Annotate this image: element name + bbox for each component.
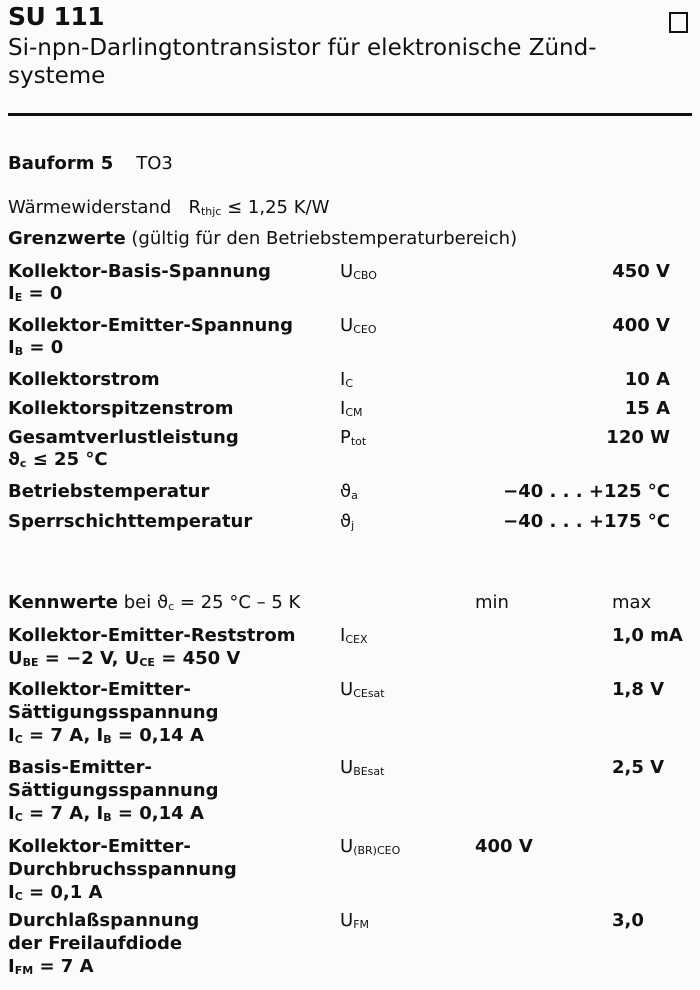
row-symbol: $I_C$: [340, 369, 353, 390]
row-label: Gesamtverlustleistung: [8, 427, 239, 448]
column-max-header: max: [612, 592, 652, 613]
subtitle-line-2: systeme: [8, 63, 106, 89]
row-label: Sättigungsspannung: [8, 702, 219, 723]
row-symbol: $P_{tot}$: [340, 427, 367, 448]
row-label: Kollektor-Emitter-: [8, 679, 191, 700]
divider-rule: [8, 113, 692, 116]
row-label: Kollektor-Emitter-Spannung: [8, 315, 293, 336]
row-label: Kollektor-Basis-Spannung: [8, 261, 271, 282]
row-symbol: $ϑ_j$: [340, 511, 355, 532]
row-min-value: 400 V: [475, 836, 533, 857]
row-symbol: $U_{BEsat}$: [340, 757, 385, 778]
row-max-value: 1,8 V: [612, 679, 665, 700]
row-condition: $I_C = 0,1$ A: [8, 882, 103, 903]
bauform-label: Bauform 5: [8, 153, 114, 174]
row-value: 450 V: [612, 261, 670, 282]
row-value: 400 V: [612, 315, 670, 336]
row-symbol: $I_{CEX}$: [340, 625, 368, 646]
row-max-value: 1,0 mA: [612, 625, 683, 646]
row-symbol: $U_{CBO}$: [340, 261, 377, 282]
row-value: −40 . . . +125 °C: [503, 481, 670, 502]
row-label: Betriebstemperatur: [8, 481, 210, 502]
column-min-header: min: [475, 592, 509, 613]
row-value: 15 A: [624, 398, 670, 419]
kennwerte-heading: Kennwerte bei $ϑ_c = 25$ °C – 5 K: [8, 592, 301, 613]
row-max-value: 3,0: [612, 910, 644, 931]
row-condition: $I_E = 0$: [8, 283, 63, 304]
grenzwerte-heading: Grenzwerte (gültig für den Betriebstemperaturbereich): [8, 228, 518, 249]
row-label: Sättigungsspannung: [8, 780, 219, 801]
row-max-value: 2,5 V: [612, 757, 665, 778]
checkbox-square: [669, 12, 688, 33]
row-condition: $ϑ_c \le 25$ °C: [8, 449, 108, 470]
row-symbol: $I_{CM}$: [340, 398, 363, 419]
row-symbol: $ϑ_a$: [340, 481, 358, 502]
row-symbol: $U_{FM}$: [340, 910, 370, 931]
row-symbol: $U_{CEO}$: [340, 315, 377, 336]
waermewiderstand-label: Wärmewiderstand: [8, 197, 172, 218]
row-value: −40 . . . +175 °C: [503, 511, 670, 532]
row-label: Kollektorstrom: [8, 369, 160, 390]
row-condition: $I_{FM} = 7$ A: [8, 956, 94, 977]
waermewiderstand-row: [8, 196, 329, 223]
row-label: Kollektor-Emitter-: [8, 836, 191, 857]
row-condition: $I_B = 0$: [8, 337, 64, 358]
row-label: Basis-Emitter-: [8, 757, 152, 778]
part-number-title: SU 111: [8, 2, 105, 31]
row-label: Kollektorspitzenstrom: [8, 398, 234, 419]
row-label: Kollektor-Emitter-Reststrom: [8, 625, 296, 646]
row-value: 120 W: [606, 427, 670, 448]
row-label: Sperrschichttemperatur: [8, 511, 253, 532]
bauform-row: [8, 152, 173, 175]
row-condition: $I_C = 7$ A, $I_B = 0,14$ A: [8, 803, 204, 824]
row-label: Durchlaßspannung: [8, 910, 200, 931]
waermewiderstand-value: ≤ 1,25 K/W: [227, 197, 330, 218]
bauform-value: TO3: [136, 153, 173, 174]
row-condition: $I_C = 7$ A, $I_B = 0,14$ A: [8, 725, 204, 746]
rthjc-symbol: $R_{thjc}$: [188, 197, 222, 218]
row-label: der Freilaufdiode: [8, 933, 183, 954]
subtitle-line-1: Si-npn-Darlingtontransistor für elektronische Zünd-: [8, 35, 597, 61]
row-symbol: $U_{(BR)CEO}$: [340, 836, 401, 857]
row-symbol: $U_{CEsat}$: [340, 679, 385, 700]
row-condition: $U_{BE} = -2$ V, $U_{CE} = 450$ V: [8, 648, 241, 669]
row-label: Durchbruchsspannung: [8, 859, 237, 880]
row-value: 10 A: [624, 369, 670, 390]
